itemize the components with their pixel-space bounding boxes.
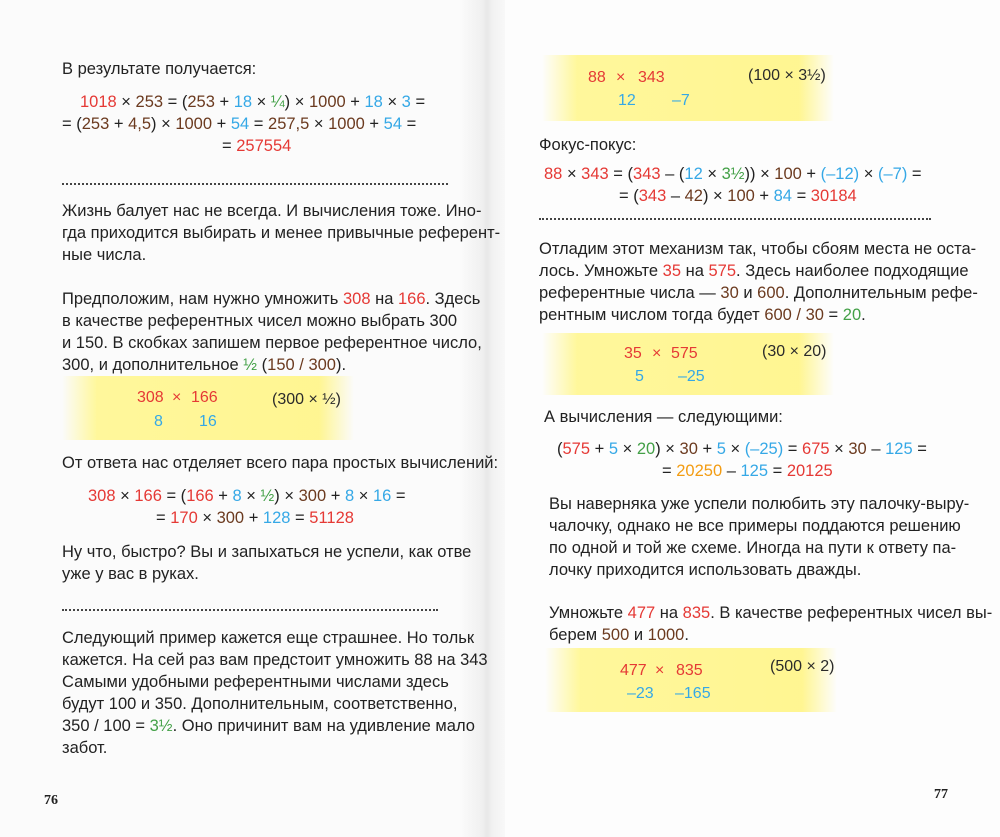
paragraph-line: А вычисления — следующими: bbox=[544, 408, 783, 426]
dotted-divider bbox=[62, 609, 438, 611]
paragraph-line: референтные числа — 30 и 600. Дополнительным рефе- bbox=[539, 284, 978, 302]
equation-line: 88 × 343 = (343 – (12 × 3½)) × 100 + (–12) × (–7) = bbox=[544, 165, 922, 183]
paragraph-line: чалочку, однако не все примеры поддаются решению bbox=[549, 517, 961, 535]
paragraph-line: Жизнь балует нас не всегда. И вычисления тоже. Ино- bbox=[62, 202, 482, 220]
paragraph-line: Ну что, быстро? Вы и запыхаться не успели, как отве bbox=[62, 543, 472, 561]
paragraph-line: ные числа. bbox=[62, 246, 147, 264]
paragraph-line: гда приходится выбирать и менее привычные референт- bbox=[62, 224, 501, 242]
highlight-box: 477 × 835 (500 × 2) –23 –165 bbox=[545, 648, 837, 712]
paragraph-line: От ответа нас отделяет всего пара простых вычислений: bbox=[62, 454, 499, 472]
paragraph-line: будут 100 и 350. Дополнительным, соответственно, bbox=[62, 695, 458, 713]
reference-note: (30 × 20) bbox=[762, 343, 827, 360]
paragraph-line: Предположим, нам нужно умножить 308 на 166. Здесь bbox=[62, 290, 481, 308]
paragraph-line: лочку приходится использовать дважды. bbox=[549, 561, 862, 579]
paragraph-line: Следующий пример кажется еще страшнее. Но тольк bbox=[62, 629, 475, 647]
equation-line: = 170 × 300 + 128 = 51128 bbox=[156, 509, 354, 527]
equation-line: 308 × 166 = (166 + 8 × ½) × 300 + 8 × 16 = bbox=[88, 487, 406, 505]
equation-line: (575 + 5 × 20) × 30 + 5 × (–25) = 675 × 30 – 125 = bbox=[557, 440, 927, 458]
reference-note: (100 × 3½) bbox=[748, 67, 826, 84]
paragraph-line: 300, и дополнительное ½ (150 / 300). bbox=[62, 356, 347, 374]
equation-line: = (343 – 42) × 100 + 84 = 30184 bbox=[619, 187, 857, 205]
equation-line: = 20250 – 125 = 20125 bbox=[662, 462, 833, 480]
paragraph-line: лось. Умножьте 35 на 575. Здесь наиболее подходящие bbox=[539, 262, 969, 280]
paragraph-line: в качестве референтных чисел можно выбрать 300 bbox=[62, 312, 458, 330]
reference-note: (500 × 2) bbox=[770, 658, 835, 675]
equation-line: 1018 × 253 = (253 + 18 × ¼) × 1000 + 18 × 3 = bbox=[80, 93, 426, 111]
reference-note: (300 × ½) bbox=[272, 391, 341, 408]
dotted-divider bbox=[62, 183, 448, 185]
paragraph-line: по одной и той же схеме. Иногда на пути к ответу па- bbox=[549, 539, 957, 557]
paragraph-line: Отладим этот механизм так, чтобы сбоям места не оста- bbox=[539, 240, 977, 258]
paragraph-line: и 150. В скобках запишем первое референтное число, bbox=[62, 334, 482, 352]
equation-line: = 257554 bbox=[222, 137, 292, 155]
intro-text: В результате получается: bbox=[62, 60, 257, 78]
paragraph-line: уже у вас в руках. bbox=[62, 565, 199, 583]
paragraph-line: берем 500 и 1000. bbox=[549, 626, 689, 644]
paragraph-line: Фокус-покус: bbox=[539, 136, 637, 154]
highlight-box: 88 × 343 (100 × 3½) 12 –7 bbox=[542, 55, 834, 121]
highlight-box: 308 × 166 (300 × ½) 8 16 bbox=[62, 376, 354, 440]
paragraph-line: рентным числом тогда будет 600 / 30 = 20. bbox=[539, 306, 866, 324]
highlight-box: 35 × 575 (30 × 20) 5 –25 bbox=[542, 333, 834, 395]
paragraph-line: кажется. На сей раз вам предстоит умножить 88 на 343 bbox=[62, 651, 488, 669]
paragraph-line: 350 / 100 = 3½. Оно причинит вам на удивление мало bbox=[62, 717, 475, 735]
paragraph-line: Вы наверняка уже успели полюбить эту палочку-выру- bbox=[549, 495, 970, 513]
page-number: 76 bbox=[44, 793, 58, 808]
paragraph-line: забот. bbox=[62, 739, 108, 757]
paragraph-line: Самыми удобными референтными числами здесь bbox=[62, 673, 449, 691]
dotted-divider bbox=[539, 218, 931, 220]
paragraph-line: Умножьте 477 на 835. В качестве референтных чисел вы- bbox=[549, 604, 993, 622]
page-number: 77 bbox=[934, 787, 948, 802]
equation-line: = (253 + 4,5) × 1000 + 54 = 257,5 × 1000 + 54 = bbox=[62, 115, 417, 133]
